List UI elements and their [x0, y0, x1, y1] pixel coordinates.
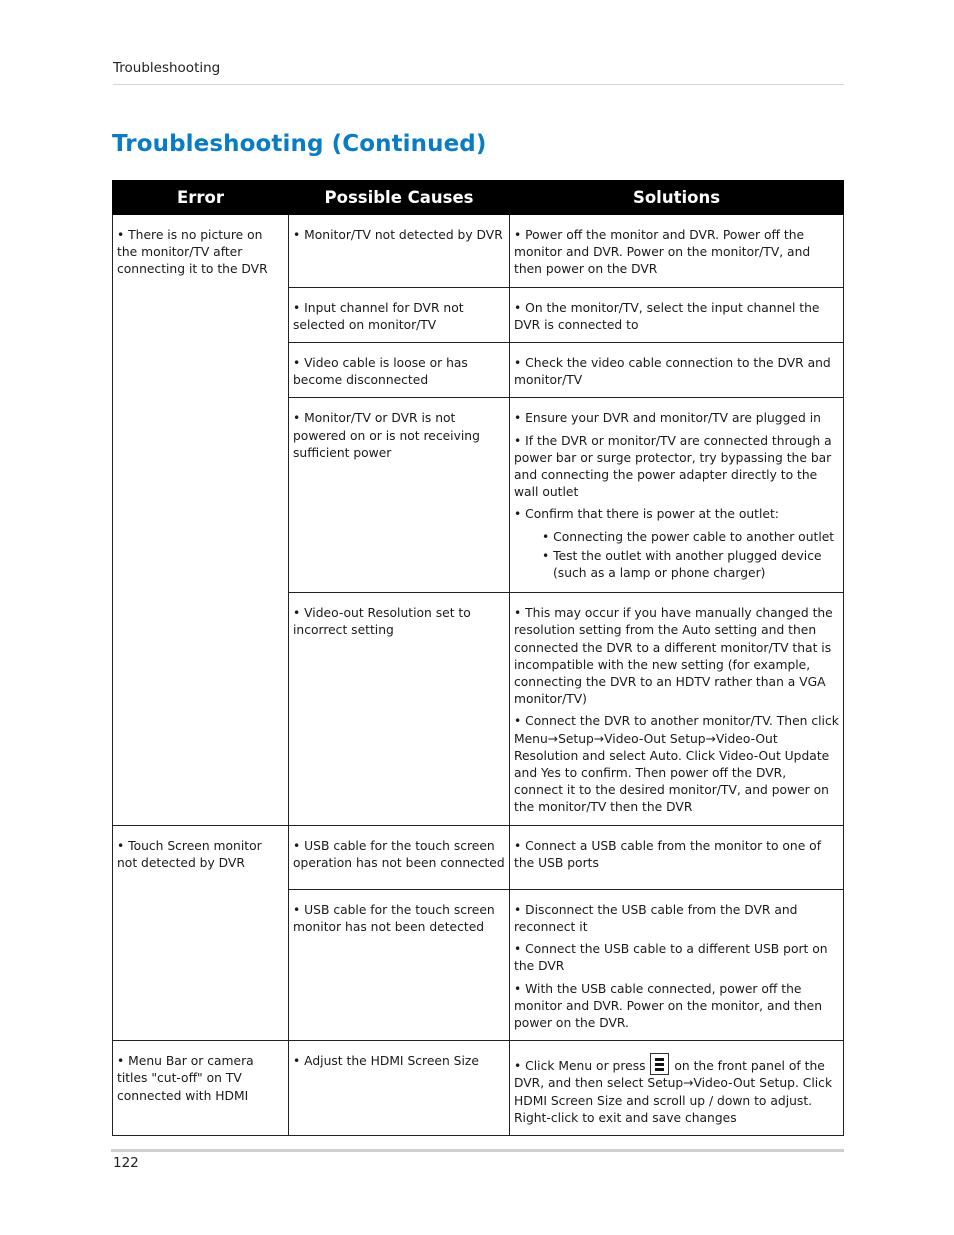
menu-button-icon	[650, 1053, 669, 1075]
solution-text: • On the monitor/TV, select the input channel the DVR is connected to	[514, 300, 820, 332]
solution-text: • Connect the USB cable to a different USB port on the DVR	[514, 942, 828, 974]
solution-text-before-icon: • Click Menu or press	[514, 1059, 646, 1074]
cause-cell	[289, 398, 510, 593]
column-header-error: Error	[113, 181, 289, 215]
solution-text: • With the USB cable connected, power off the monitor and DVR. Power on the monitor, and then power on the DVR.	[514, 981, 823, 1030]
solution-text: • Power off the monitor and DVR. Power off the monitor and DVR. Power on the monitor/TV, and then power on the DVR	[514, 228, 811, 277]
solution-text: • Connect the DVR to another monitor/TV. Then click Menu→Setup→Video-Out Setup→Video-Out Resolution and select Auto. Click Video-Out Update and Yes to confirm. Then power off the DVR, connect it to the desired monitor/TV, and power on the monitor/TV then the DVR	[514, 714, 839, 815]
cause-cell	[289, 593, 510, 825]
error-cell	[113, 825, 289, 1040]
solution-cell	[510, 1041, 844, 1136]
cause-text: • Monitor/TV not detected by DVR	[293, 228, 503, 242]
error-text: • Touch Screen monitor not detected by DVR	[117, 838, 262, 870]
solution-text: • Ensure your DVR and monitor/TV are plugged in	[514, 411, 821, 426]
cause-text: • USB cable for the touch screen monitor has not been detected	[293, 902, 495, 934]
cause-cell	[289, 287, 510, 342]
column-header-causes: Possible Causes	[289, 181, 510, 215]
solution-text	[514, 1053, 839, 1127]
troubleshooting-table	[112, 180, 844, 1136]
cause-cell	[289, 343, 510, 398]
solution-cell	[510, 889, 844, 1040]
solution-text-after-icon: on the front panel of the DVR, and then select Setup→Video-Out Setup. Click HDMI Screen Size and scroll up / down to adjust. Right-click to exit and save changes	[514, 1059, 833, 1125]
table-row	[113, 1041, 844, 1136]
page-number: 122	[113, 1155, 139, 1171]
solution-text: • Confirm that there is power at the outlet:	[514, 507, 779, 522]
error-text: • There is no picture on the monitor/TV after connecting it to the DVR	[117, 228, 268, 277]
cause-text: • USB cable for the touch screen operation has not been connected	[293, 838, 505, 870]
column-header-solutions: Solutions	[510, 181, 844, 215]
table-row	[113, 825, 844, 889]
cause-text: • Video cable is loose or has become disconnected	[293, 356, 468, 388]
solution-cell	[510, 215, 844, 288]
error-cell	[113, 215, 289, 826]
sub-bullet-list	[514, 529, 839, 583]
cause-cell	[289, 215, 510, 288]
cause-text: • Video-out Resolution set to incorrect setting	[293, 606, 471, 638]
footer-divider	[111, 1149, 844, 1152]
sub-bullet: • Connecting the power cable to another outlet	[542, 529, 835, 544]
solution-text: • If the DVR or monitor/TV are connected through a power bar or surge protector, try bypassing the bar and connecting the power adapter directly to the wall outlet	[514, 433, 832, 500]
solution-cell	[510, 398, 844, 593]
solution-cell	[510, 287, 844, 342]
cause-cell	[289, 825, 510, 889]
cause-cell	[289, 889, 510, 1040]
solution-text: • This may occur if you have manually changed the resolution setting from the Auto setting and then connected the DVR to a different monitor/TV that is incompatible with the new setting (for example, connecting the DVR to an HDTV rather than a VGA monitor/TV)	[514, 606, 833, 707]
solution-cell	[510, 343, 844, 398]
running-head: Troubleshooting	[113, 60, 221, 76]
solution-text: • Connect a USB cable from the monitor to one of the USB ports	[514, 838, 822, 870]
cause-text: • Monitor/TV or DVR is not powered on or is not receiving sufficient power	[293, 411, 480, 460]
error-text: • Menu Bar or camera titles "cut-off" on TV connected with HDMI	[117, 1054, 254, 1103]
table-row	[113, 215, 844, 288]
cause-text: • Input channel for DVR not selected on monitor/TV	[293, 300, 464, 332]
solution-cell	[510, 593, 844, 825]
solution-cell	[510, 825, 844, 889]
error-cell	[113, 1041, 289, 1136]
table-header-row	[113, 181, 844, 215]
cause-text: • Adjust the HDMI Screen Size	[293, 1054, 479, 1069]
header-divider	[113, 84, 844, 85]
sub-bullet: • Test the outlet with another plugged device (such as a lamp or phone charger)	[542, 548, 822, 581]
solution-text: • Check the video cable connection to the DVR and monitor/TV	[514, 356, 831, 388]
cause-cell	[289, 1041, 510, 1136]
solution-text: • Disconnect the USB cable from the DVR and reconnect it	[514, 902, 798, 934]
page-title: Troubleshooting (Continued)	[112, 131, 487, 157]
